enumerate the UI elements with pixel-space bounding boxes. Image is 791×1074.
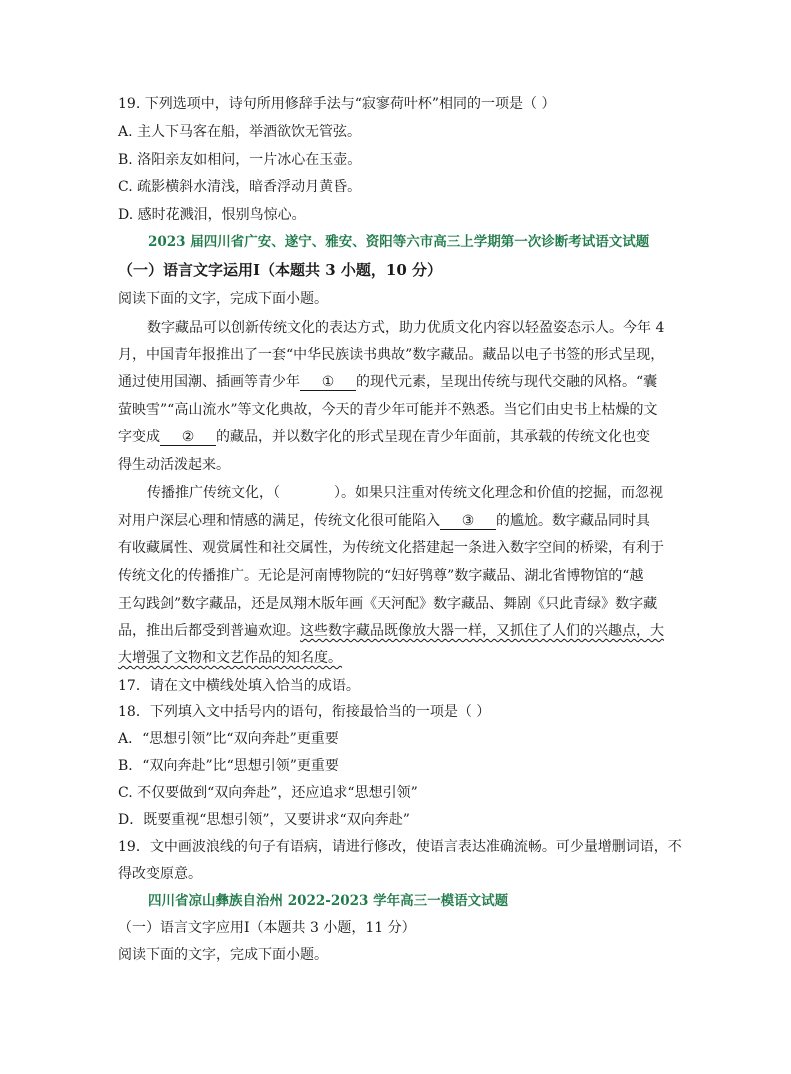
- wavy-sentence-part1: 这些数字藏品既像放大器一样，又抓住了人们的兴趣点，大: [300, 623, 664, 639]
- p1-line3-text-a: 通过使用国潮、插画等青少年: [118, 374, 300, 390]
- q19a-stem: 19. 下列选项中，诗句所用修辞手法与“寂寥荷叶杯”相同的一项是（ ）: [118, 96, 556, 112]
- p2-line1: [147, 483, 663, 503]
- blank-1: ①: [300, 374, 356, 391]
- p1-line4: 萤映雪”“高山流水”等文化典故，今天的青少年可能并不熟悉。当它们由史书上枯燥的文: [118, 402, 658, 418]
- section2-heading: （一）语言文字应用Ⅰ（本题共 3 小题，11 分）: [118, 920, 416, 936]
- q19a-option-b: B. 洛阳亲友如相问，一片冰心在玉壶。: [118, 152, 362, 168]
- section1-instruction: 阅读下面的文字，完成下面小题。: [118, 291, 328, 307]
- q19-line2: 得改变原意。: [118, 866, 202, 882]
- q18-option-c: C. 不仅要做到“双向奔赴”，还应追求“思想引领”: [118, 785, 418, 801]
- p2-line5: 王勾践剑”数字藏品，还是凤翔木版年画《天河配》数字藏品、舞剧《只此青绿》数字藏: [118, 596, 658, 612]
- p2-line1-text-b: ）。如果只注重对传统文化理念和价值的挖掘，而忽视: [334, 485, 663, 501]
- p1-line2: 月，中国青年报推出了一套“中华民族读书典故”数字藏品。藏品以电子书签的形式呈现，: [118, 347, 665, 363]
- section1-heading: （一）语言文字运用Ⅰ（本题共 3 小题，10 分）: [118, 261, 442, 279]
- q19a-option-d: D. 感时花溅泪，恨别鸟惊心。: [118, 207, 306, 223]
- q19-line1: 19．文中画波浪线的句子有语病，请进行修改，使语言表达准确流畅。可少量增删词语，不: [118, 839, 682, 855]
- p1-line6: 得生动活泼起来。: [118, 457, 230, 473]
- blank-2: ②: [160, 429, 216, 446]
- p1-line3: [118, 372, 657, 392]
- q18-option-d: D．既要重视“思想引领”，又要讲求“双向奔赴”: [118, 812, 410, 828]
- p1-line5: [118, 427, 650, 447]
- p2-line2: [118, 511, 650, 531]
- q18-option-b: B．“双向奔赴”比“思想引领”更重要: [118, 758, 339, 774]
- q19a-option-c: C. 疏影横斜水清浅，暗香浮动月黄昏。: [118, 179, 362, 195]
- section1-source: 2023 届四川省广安、遂宁、雅安、资阳等六市高三上学期第一次诊断考试语文试题: [148, 234, 650, 250]
- section2-instruction: 阅读下面的文字，完成下面小题。: [118, 947, 328, 963]
- q17: 17．请在文中横线处填入恰当的成语。: [118, 678, 360, 694]
- p2-line3: 有收藏属性、观赏属性和社交属性，为传统文化搭建起一条进入数字空间的桥梁，有利于: [118, 540, 664, 556]
- blank-3: ③: [440, 513, 496, 530]
- p1-line5-text-a: 字变成: [118, 429, 160, 445]
- p2-line7: [118, 648, 342, 668]
- p2-line1-text-a: 传播推广传统文化，（: [147, 485, 280, 501]
- p1-line5-text-b: 的藏品，并以数字化的形式呈现在青少年面前，其承载的传统文化也变: [216, 429, 650, 445]
- q18-stem: 18．下列填入文中括号内的语句，衔接最恰当的一项是（ ）: [118, 704, 491, 720]
- wavy-sentence-part2: 大增强了文物和文艺作品的知名度。: [118, 650, 342, 666]
- section2-source: 四川省凉山彝族自治州 2022-2023 学年高三一模语文试题: [148, 893, 509, 909]
- p2-line2-text-b: 的尴尬。数字藏品同时具: [496, 513, 650, 529]
- p2-line2-text-a: 对用户深层心理和情感的满足，传统文化很可能陷入: [118, 513, 440, 529]
- p1-line1: 数字藏品可以创新传统文化的表达方式，助力优质文化内容以轻盈姿态示人。今年 4: [147, 320, 665, 336]
- p2-line6: [118, 621, 664, 641]
- p1-line3-text-b: 的现代元素，呈现出传统与现代交融的风格。“囊: [356, 374, 658, 390]
- p2-line6-text-a: 品，推出后都受到普遍欢迎。: [118, 623, 300, 639]
- p2-line4: 传统文化的传播推广。无论是河南博物院的“妇好鸮尊”数字藏品、湖北省博物馆的“越: [118, 568, 644, 584]
- q18-option-a: A．“思想引领”比“双向奔赴”更重要: [118, 731, 339, 747]
- q19a-option-a: A. 主人下马客在船，举酒欲饮无管弦。: [118, 124, 362, 140]
